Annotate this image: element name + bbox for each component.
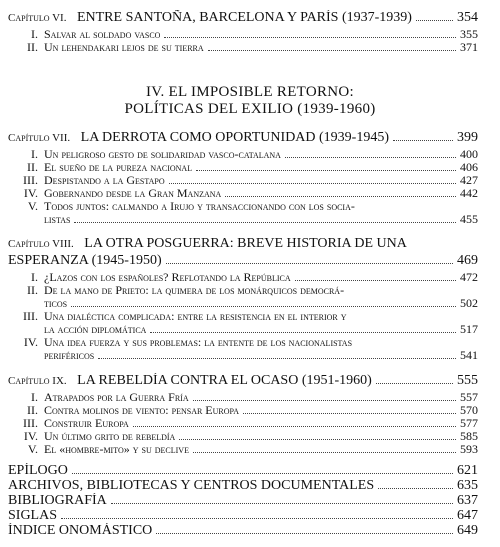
page-number: 371 [460,40,478,54]
toc-entry-line-2 [8,212,478,225]
section-number: III. [23,416,38,430]
section-title: Un peligroso gesto de solidaridad vasco-catalana [44,147,281,161]
leader-dots [61,518,453,519]
section-title-continued: periféricos [44,348,95,362]
leader-dots [133,426,456,427]
section-title: Gobernando desde la Gran Manzana [44,186,222,200]
toc-entry [8,403,478,416]
toc-entry [8,416,478,429]
entry-title: ARCHIVOS, BIBLIOTECAS Y CENTROS DOCUMENTALES [8,478,375,493]
section-title: Una dialéctica complicada: entre la resistencia en el interior y [44,309,347,323]
section-title: Construir Europa [44,416,129,430]
page-number: 635 [457,478,478,493]
page-number: 469 [457,253,478,268]
page-number: 557 [460,390,478,404]
part-heading-line-2: POLÍTICAS DEL EXILIO (1939-1960) [124,101,376,117]
page-number: 541 [460,348,478,362]
page-number: 555 [457,373,478,388]
leader-dots [98,358,456,359]
leader-dots [196,170,456,171]
section-title: Un lehendakari lejos de su tierra [44,40,204,54]
leader-dots [376,383,453,384]
toc-entry [8,147,478,160]
page-number: 570 [460,403,478,417]
toc-entry-siglas [8,508,478,523]
toc-entry [8,173,478,186]
section-number: II. [27,403,38,417]
toc-entry-indice [8,523,478,538]
toc-entry [8,40,478,53]
section-title: Atrapados por la Guerra Fría [44,390,189,404]
toc-entry-line-1 [8,335,478,348]
section-number: I. [31,390,38,404]
entry-title: SIGLAS [8,508,58,523]
page-number: 354 [457,10,478,25]
leader-dots [72,473,453,474]
chapter-7 [8,130,478,225]
section-title: ¿Lazos con los españoles? Reflotando la República [44,270,291,284]
chapter-9 [8,373,478,455]
page-number: 472 [460,270,478,284]
chapter-heading [8,373,478,390]
leader-dots [295,280,456,281]
chapter-8 [8,236,478,361]
leader-dots [393,140,453,141]
toc-entry [8,442,478,455]
section-number: III. [23,173,38,187]
chapter-label: Capítulo VII. [8,132,71,144]
section-number: V. [27,199,38,213]
page-number: 355 [460,27,478,41]
toc-entry-bibliografia [8,493,478,508]
chapter-title: LA REBELDÍA CONTRA EL OCASO (1951-1960) [77,373,372,388]
page-number: 455 [460,212,478,226]
part-heading-line-1: IV. EL IMPOSIBLE RETORNO: [145,84,355,100]
toc-entry-line-2 [8,296,478,309]
page-number: 649 [457,523,478,538]
leader-dots [208,50,456,51]
leader-dots [74,222,456,223]
section-number: II. [27,40,38,54]
page-number: 621 [457,463,478,478]
toc-entry [8,270,478,283]
leader-dots [111,503,453,504]
chapter-title: LA DERROTA COMO OPORTUNIDAD (1939-1945) [80,130,390,145]
chapter-heading [8,130,478,147]
section-title-continued: listas [44,212,71,226]
leader-dots [71,306,456,307]
section-number: IV. [23,186,38,200]
leader-dots [179,439,456,440]
leader-dots [416,20,453,21]
leader-dots [169,183,456,184]
entry-title: BIBLIOGRAFÍA [8,493,107,508]
section-number: II. [27,160,38,174]
leader-dots [150,332,456,333]
page-number: 593 [460,442,478,456]
chapter-title: LA OTRA POSGUERRA: BREVE HISTORIA DE UNA [84,236,407,251]
page-number: 502 [460,296,478,310]
section-title: Salvar al soldado vasco [44,27,161,41]
section-title-continued: la acción diplomática [44,322,147,336]
section-number: III. [23,309,38,323]
section-title: Una idea fuerza y sus problemas: la entente de los nacionalistas [44,335,353,349]
toc-entry [8,429,478,442]
end-matter [8,463,478,538]
chapter-label: Capítulo VI. [8,12,67,24]
page-number: 585 [460,429,478,443]
chapter-title: ENTRE SANTOÑA, BARCELONA Y PARÍS (1937-1939) [76,10,412,25]
toc-entry-archivos [8,478,478,493]
leader-dots [225,196,456,197]
section-title: Un último grito de rebeldía [44,429,176,443]
section-title-continued: ticos [44,296,68,310]
section-number: II. [27,283,38,297]
section-number: V. [27,442,38,456]
leader-dots [156,533,453,534]
chapter-title-continued: ESPERANZA (1945-1950) [8,253,162,268]
entry-title: ÍNDICE ONOMÁSTICO [8,523,153,538]
leader-dots [285,157,456,158]
chapter-heading-line-1 [8,236,478,253]
section-title: Todos juntos: calmando a Irujo y transaccionando con los socia- [44,199,355,213]
toc-entry [8,27,478,40]
chapter-label: Capítulo VIII. [8,238,74,250]
section-title: El «hombre-mito» y su declive [44,442,189,456]
leader-dots [193,452,456,453]
page-number: 406 [460,160,478,174]
section-number: I. [31,270,38,284]
page-number: 647 [457,508,478,523]
toc-entry-line-2 [8,348,478,361]
page-number: 427 [460,173,478,187]
section-number: I. [31,147,38,161]
leader-dots [243,413,456,414]
toc-entry-line-1 [8,199,478,212]
chapter-label: Capítulo IX. [8,375,67,387]
leader-dots [166,263,453,264]
leader-dots [193,400,456,401]
leader-dots [378,488,453,489]
page-number: 442 [460,186,478,200]
leader-dots [164,37,456,38]
toc-entry-line-2 [8,322,478,335]
chapter-heading-line-2 [8,253,478,270]
page-number: 637 [457,493,478,508]
page-number: 399 [457,130,478,145]
toc-entry-line-1 [8,309,478,322]
page-number: 400 [460,147,478,161]
toc-entry [8,390,478,403]
section-title: El sueño de la pureza nacional [44,160,193,174]
section-title: De la mano de Prieto: la quimera de los monárquicos democrá- [44,283,345,297]
chapter-heading [8,10,478,27]
section-title: Contra molinos de viento: pensar Europa [44,403,240,417]
page-number: 517 [460,322,478,336]
toc-entry-epilogo [8,463,478,478]
section-number: I. [31,27,38,41]
toc-entry [8,186,478,199]
page-number: 577 [460,416,478,430]
section-number: IV. [23,429,38,443]
entry-title: EPÍLOGO [8,463,68,478]
toc-entry-line-1 [8,283,478,296]
section-number: IV. [23,335,38,349]
section-title: Despistando a la Gestapo [44,173,165,187]
chapter-6 [8,10,478,53]
